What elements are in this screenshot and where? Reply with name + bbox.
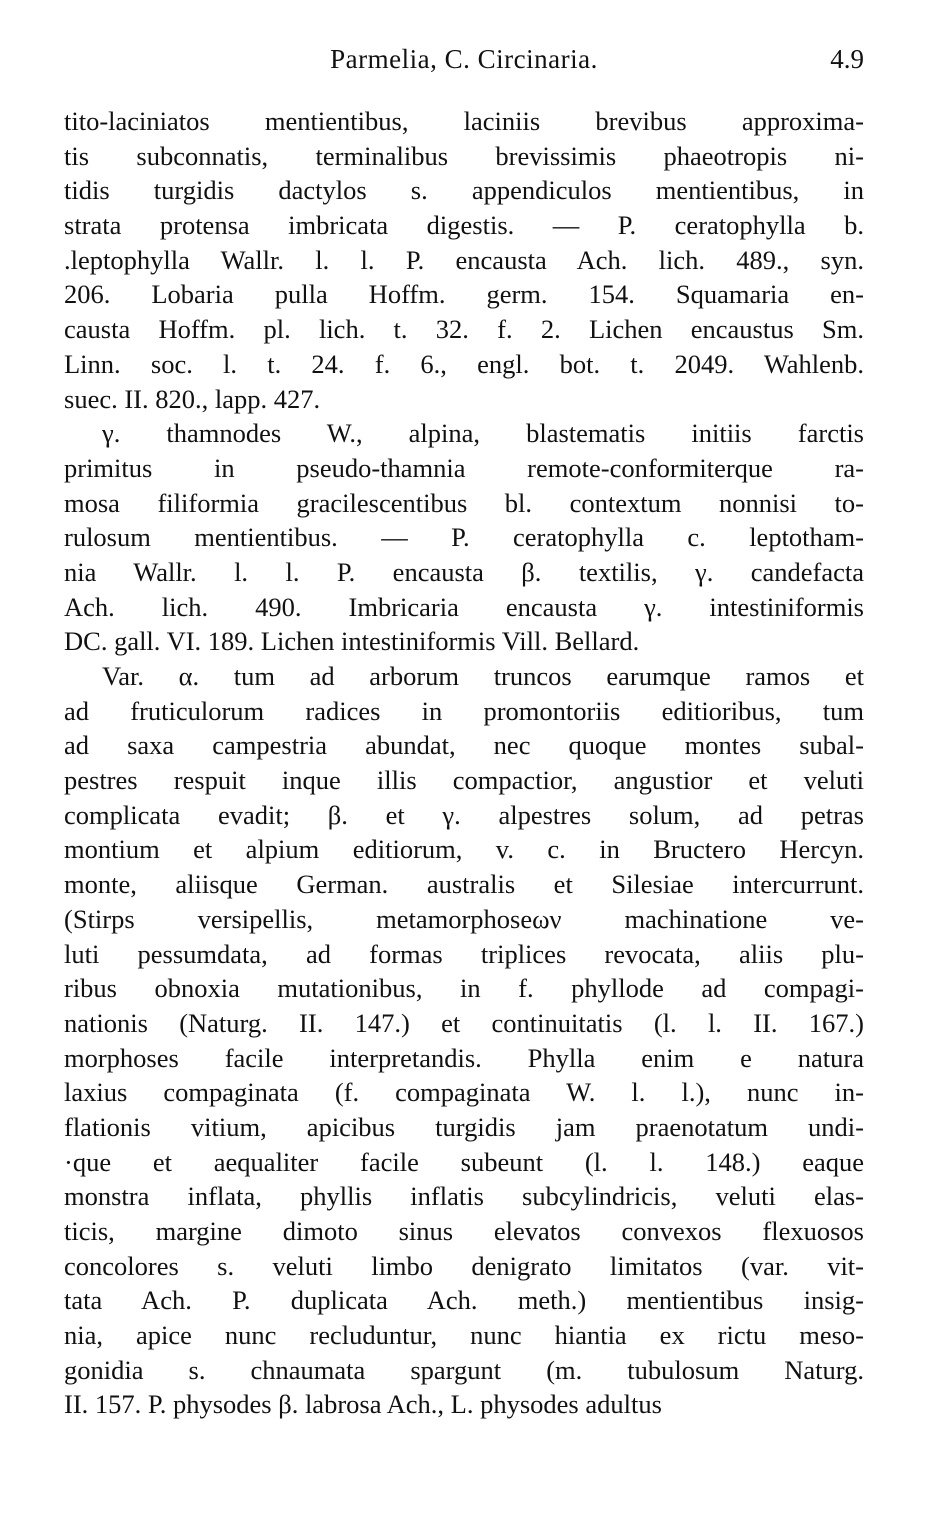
text-line: Linn. soc. l. t. 24. f. 6., engl. bot. t. 2049. Wahlenb. <box>64 348 864 379</box>
page-number: 4.9 <box>830 44 864 74</box>
text-line: primitus in pseudo-thamnia remote-conformiterque ra- <box>64 452 864 483</box>
text-line: complicata evadit; β. et γ. alpestres solum, ad petras <box>64 799 864 830</box>
text-line: DC. gall. VI. 189. Lichen intestiniformis Vill. Bellard. <box>64 626 640 657</box>
text-line: gonidia s. chnaumata spargunt (m. tubulosum Naturg. <box>64 1354 864 1385</box>
text-line: (Stirps versipellis, metamorphoseων machinatione ve- <box>64 903 864 934</box>
text-line: Ach. lich. 490. Imbricaria encausta γ. intestiniformis <box>64 591 864 622</box>
text-line: rulosum mentientibus. — P. ceratophylla c. leptotham- <box>64 522 864 553</box>
text-line: Var. α. tum ad arborum truncos earumque ramos et <box>102 661 864 691</box>
text-line: tis subconnatis, terminalibus brevissimis phaeotropis ni- <box>64 140 864 171</box>
text-line: tata Ach. P. duplicata Ach. meth.) mentientibus insig- <box>64 1285 864 1316</box>
body-text <box>64 104 864 1422</box>
text-line: tidis turgidis dactylos s. appendiculos mentientibus, in <box>64 175 864 206</box>
text-line: ·que et aequaliter facile subeunt (l. l. 148.) eaque <box>64 1146 864 1177</box>
text-line: ribus obnoxia mutationibus, in f. phyllode ad compagi- <box>64 973 864 1004</box>
text-line: morphoses facile interpretandis. Phylla enim e natura <box>64 1042 864 1073</box>
text-line: γ. thamnodes W., alpina, blastematis initiis farctis <box>102 418 864 449</box>
text-line: luti pessumdata, ad formas triplices revocata, aliis plu- <box>64 938 864 969</box>
text-line: laxius compaginata (f. compaginata W. l. l.), nunc in- <box>64 1077 864 1108</box>
text-line: 206. Lobaria pulla Hoffm. germ. 154. Squamaria en- <box>64 279 864 310</box>
text-line: ad saxa campestria abundat, nec quoque montes subal- <box>64 730 864 761</box>
text-line: monte, aliisque German. australis et Silesiae intercurrunt. <box>64 869 864 900</box>
paragraph-2 <box>64 416 864 659</box>
text-line: nia, apice nunc recluduntur, nunc hiantia ex rictu meso- <box>64 1320 864 1351</box>
text-line: tito-laciniatos mentientibus, laciniis brevibus approxima- <box>64 106 864 136</box>
text-line: .leptophylla Wallr. l. l. P. encausta Ach. lich. 489., syn. <box>64 244 864 275</box>
text-line: nationis (Naturg. II. 147.) et continuitatis (l. l. II. 167.) <box>64 1007 864 1038</box>
text-line: ad fruticulorum radices in promontoriis editioribus, tum <box>64 695 864 726</box>
text-line: nia Wallr. l. l. P. encausta β. textilis, γ. candefacta <box>64 556 864 587</box>
text-line: monstra inflata, phyllis inflatis subcylindricis, veluti elas- <box>64 1181 864 1212</box>
text-line: causta Hoffm. pl. lich. t. 32. f. 2. Lichen encaustus Sm. <box>64 314 864 345</box>
text-line: strata protensa imbricata digestis. — P. ceratophylla b. <box>64 210 864 241</box>
text-line: pestres respuit inque illis compactior, angustior et veluti <box>64 765 864 796</box>
text-line: II. 157. P. physodes β. labrosa Ach., L. physodes adultus <box>64 1389 662 1420</box>
text-line: mosa filiformia gracilescentibus bl. contextum nonnisi to- <box>64 487 864 518</box>
text-line: flationis vitium, apicibus turgidis jam praenotatum undi- <box>64 1111 864 1142</box>
running-title: Parmelia, C. Circinaria. <box>330 44 598 74</box>
text-line: ticis, margine dimoto sinus elevatos convexos flexuosos <box>64 1216 864 1246</box>
paragraph-3 <box>64 659 864 1422</box>
text-line: concolores s. veluti limbo denigrato limitatos (var. vit- <box>64 1250 864 1281</box>
page-header <box>64 44 864 84</box>
text-line: montium et alpium editiorum, v. c. in Bructero Hercyn. <box>64 834 864 865</box>
text-line: suec. II. 820., lapp. 427. <box>64 383 321 414</box>
paragraph-1 <box>64 104 864 416</box>
